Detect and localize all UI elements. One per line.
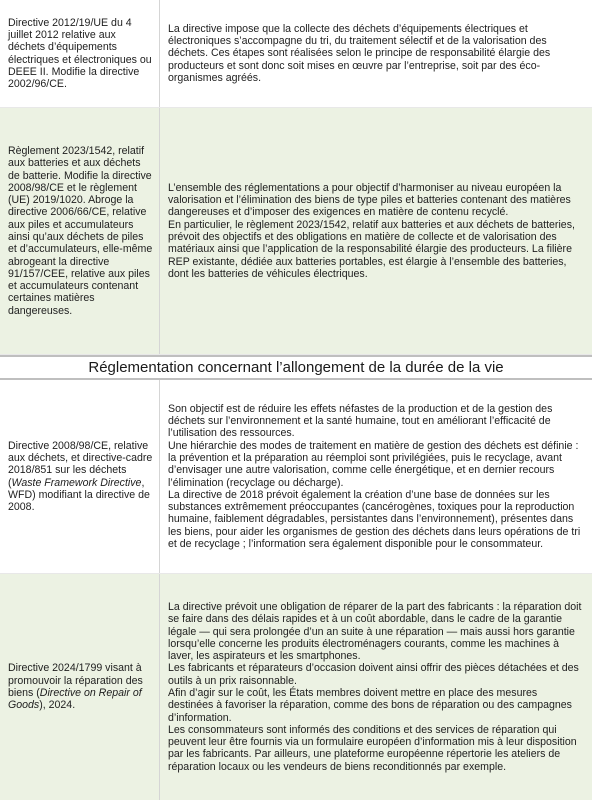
- description-paragraph: Les fabricants et réparateurs d’occasion doivent ainsi offrir des pièces détachées et des outils à un prix raisonnable.: [168, 662, 579, 687]
- regulation-reference-cell: [0, 108, 160, 354]
- regulation-description-cell: [160, 380, 592, 573]
- regulation-description-cell: [160, 0, 592, 107]
- description-paragraph: Une hiérarchie des modes de traitement en matière de gestion des déchets est définie : la prévention et la préparation au réemploi sont privilégiées, puis le recyclage, avant d’envisager une autre valorisation, comme celle énergétique, et en dernier recours l’élimination (recyclage ou décharge).: [168, 439, 579, 489]
- table-row: [0, 108, 592, 355]
- table-row: [0, 574, 592, 800]
- description-paragraph: En particulier, le règlement 2023/1542, relatif aux batteries et aux déchets de batteries, prévoit des objectifs et des obligations en matière de collecte et de valorisation des matériaux ainsi que l’application de la responsabilité élargie des producteurs. La filière REP existante, dédiée aux batteries portables, est élargie à l’ensemble des batteries, dont les batteries de véhicules électriques.: [168, 218, 575, 280]
- description-paragraph: Afin d’agir sur le coût, les États membres doivent mettre en place des mesures destinées à favoriser la réparation, comme des bons de réparation ou des campagnes d’information.: [168, 687, 572, 724]
- regulation-reference: Directive 2008/98/CE, relative aux déchets, et directive-cadre 2018/851 sur les déchets (Waste Framework Directive, WFD) modifiant la directive de 2008.: [8, 439, 153, 514]
- regulation-reference: Directive 2012/19/UE du 4 juillet 2012 relative aux déchets d’équipements électriques et électroniques ou DEEE II. Modifie la directive 2002/96/CE.: [8, 16, 152, 91]
- table-row: [0, 0, 592, 108]
- regulation-reference-cell: [0, 574, 160, 800]
- table-row: [0, 380, 592, 574]
- description-paragraph: Les consommateurs sont informés des conditions et des services de réparation qui peuvent leur être fournis via un formulaire européen d’information mis à leur disposition par les fabricants. Par ailleurs, une plateforme européenne répertorie les ateliers de réparation locaux ou les vendeurs de biens reconditionnés par exemple.: [168, 723, 577, 773]
- regulation-reference-cell: [0, 380, 160, 573]
- description-paragraph: Son objectif est de réduire les effets néfastes de la production et de la gestion des déchets sur l’environnement et la santé humaine, tout en améliorant l’efficacité de l’utilisation des ressources.: [168, 402, 553, 440]
- regulation-reference: Directive 2024/1799 visant à promouvoir la réparation des biens (Directive on Repair of Goods), 2024.: [8, 662, 143, 712]
- regulation-description-cell: [160, 574, 592, 800]
- description-paragraph: La directive impose que la collecte des déchets d’équipements électriques et électroniques s’accompagne du tri, du traitement sélectif et de la valorisation des déchets. Ces étapes sont réalisées selon le principe de responsabilité élargie des producteurs et sont donc soit mises en œuvre par l’entreprise, soit par des éco-organismes agréés.: [168, 22, 551, 84]
- description-paragraph: L’ensemble des réglementations a pour objectif d’harmoniser au niveau européen la valorisation et l’élimination des biens de type piles et batteries contenant des matières dangereuses et d’imposer des exigences en matière de contenu recyclé.: [168, 181, 571, 219]
- section-heading: Réglementation concernant l’allongement de la durée de la vie: [0, 355, 592, 380]
- regulation-description-cell: [160, 108, 592, 354]
- regulation-reference-cell: [0, 0, 160, 107]
- description-paragraph: La directive de 2018 prévoit également la création d’une base de données sur les substances extrêmement préoccupantes (cancérogènes, toxiques pour la reproduction humaine, faiblement dégradables, persistantes dans l’environnement), présentes dans les biens, pour aider les organismes de gestion des déchets dans leurs opérations de tri et de recyclage ; l’information sera également disponible pour le consommateur.: [168, 488, 581, 550]
- description-paragraph: La directive prévoit une obligation de réparer de la part des fabricants : la réparation doit se faire dans des délais rapides et à un coût abordable, dans le cadre de la garantie légale — qui sera prolongée d’un an suite à une réparation — mais aussi hors garantie lorsqu’elle concerne les produits électroménagers courants, comme les machines à laver, les aspirateurs et les smartphones.: [168, 600, 582, 663]
- regulation-reference: Règlement 2023/1542, relatif aux batteries et aux déchets de batterie. Modifie la directive 2008/98/CE et le règlement (UE) 2019/1020. Abroge la directive 2006/66/CE, relative aux piles et accumulateurs ainsi qu’aux déchets de piles et d’accumulateurs, elle-même abrogeant la directive 91/157/CEE, relative aux piles et accumulateurs contenant certaines matières dangereuses.: [8, 144, 153, 317]
